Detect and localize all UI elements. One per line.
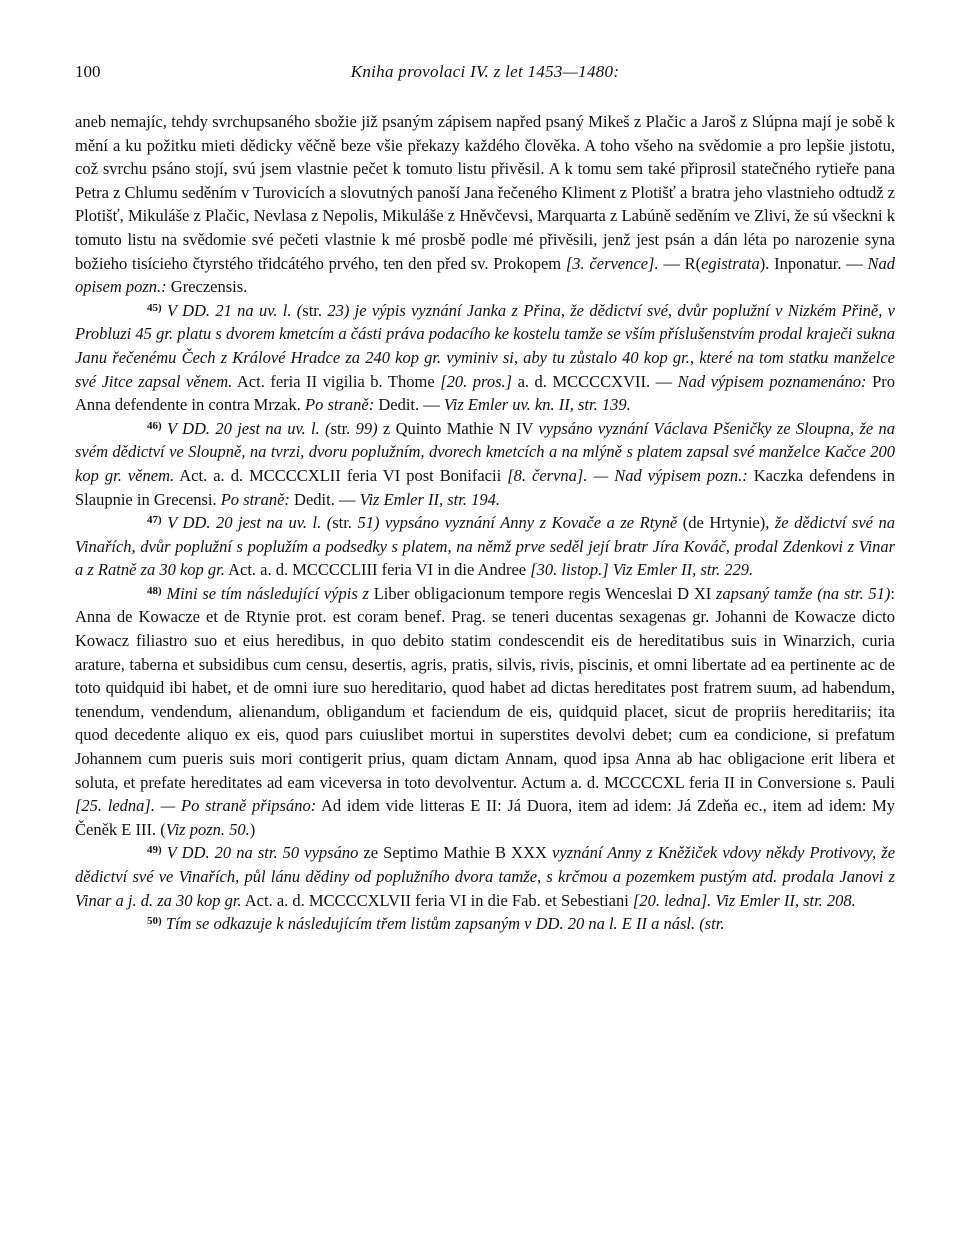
italic-text: [20. ledna]. Viz Emler II, str. 208.	[632, 890, 856, 910]
italic-text: Nad výpisem poznamenáno:	[677, 371, 867, 391]
footnote-46	[75, 417, 895, 511]
italic-text: 51) vypsáno vyznání Anny z Kovače a ze Rtyně	[351, 513, 678, 533]
text-run: ze Septimo Mathie B XXX	[358, 843, 552, 863]
running-title: Kniha provolaci IV. z let 1453—1480:	[350, 62, 620, 81]
italic-text: 99)	[350, 418, 383, 438]
footnote-marker: 48)	[147, 584, 162, 597]
text-run: Dedit. —	[289, 489, 360, 509]
italic-text: Viz pozn. 50.	[165, 819, 250, 839]
italic-text: [3. července].	[565, 253, 659, 273]
text-run: Act. feria II vigilia b. Thome	[232, 371, 441, 391]
document-body	[75, 110, 895, 936]
text-run: Ad idem vide litteras E II: Já Duora, item ad idem: Já Zdeňa ec., item ad idem: My Čeněk E III. (	[75, 796, 895, 839]
italic-text: [20. pros.]	[440, 371, 513, 391]
text-run: str.	[330, 418, 351, 438]
footnote-48	[75, 582, 895, 842]
italic-text: V DD. 21 na uv. l. (	[167, 300, 303, 320]
italic-text: Viz Emler II, str. 194.	[359, 489, 500, 509]
footnote-marker: 45)	[147, 301, 162, 314]
italic-text: egistrata	[701, 253, 760, 273]
text-run: a. d. MCCCCXVII. —	[512, 371, 678, 391]
italic-text: Po straně:	[305, 395, 375, 415]
italic-text: Po straně:	[220, 489, 290, 509]
italic-text: Mini se tím následující výpis z	[166, 583, 369, 603]
text-run: — R(	[658, 253, 702, 273]
italic-text: Tím se odkazuje k následujícím třem listům zapsaným v DD. 20 na l. E II a násl. (str.	[165, 914, 725, 934]
text-run: str.	[302, 300, 323, 320]
footnote-47	[75, 511, 895, 582]
italic-text: vyznání Anny z Kněžiček vdovy někdy Protivovy, že dědictví své ve Vinařích, půl lánu dědiny od poplužního dvora tamže, s krčmou a pozemkem pustým atd. prodala Janovi z Vinar a j. d. za 30 kop gr.	[75, 843, 896, 910]
footnote-50	[75, 912, 895, 936]
text-run: Dedit. —	[374, 395, 444, 415]
text-run: Kaczka defendens in Slaupnie in Grecensi.	[75, 465, 895, 509]
text-run: Act. a. d. MCCCCXLII feria VI post Bonifacii	[174, 465, 508, 485]
italic-text: že dědictví své na Vinařích, dvůr poplužní s poplužím a podsedky s platem, na němž prve seděl její bratr Jíra Kováč, prodal Zdenkovi z Vinar a z Ratně za 30 kop gr.	[75, 513, 895, 580]
footnote-marker: 50)	[147, 915, 162, 928]
italic-text: vypsáno vyznání Václava Pšeničky ze Sloupna, že na svém dědictví ve Sloupně, na tvrzi, dvoru poplužním, dvorech kmetcích a na mlýně s platem zapsal své manželce Kačce 200 kop gr. věnem.	[75, 418, 896, 485]
italic-text: V DD. 20 jest na uv. l. (	[167, 418, 331, 438]
text-run: )	[249, 819, 256, 839]
italic-text: V DD. 20 jest na uv. l. (	[167, 513, 333, 533]
footnote-marker: 46)	[147, 419, 162, 432]
italic-text: Viz Emler uv. kn. II, str. 139.	[443, 395, 631, 415]
text-run: Liber obligacionum tempore regis Wenceslai D XI	[368, 583, 717, 603]
italic-text: které na tom statku manželce své Jitce zapsal věnem.	[75, 347, 896, 391]
text-run: ,	[689, 347, 700, 367]
italic-text: [30. listop.] Viz Emler II, str. 229.	[530, 560, 754, 580]
text-run: aneb nemajíc, tehdy svrchupsaného sbožie již psaným zápisem napřed psaný Mikeš z Plačic a Jaroš z Slúpna mají je sobě k mění a ku požitku mieti dědicky věčně beze všie překazy každého člověka. A toho všeho na svědomie a pro lepšie jistotu, což svrchu psáno stojí, svú jsem vlastnie pečet k tomuto listu přivěsil. A k tomu sem také připrosil statečného rytieře pana Petra z Chlumu seděním v Turovicích a slovutných panoší Jana řečeného Kliment z Plotišť a bratra jeho vlastnieho odtudž z Plotišť, Mikuláše z Plačic, Nevlasa z Nepolis, Mikuláše z Hněvčevsi, Marquarta z Labúně seděním ve Zlivi, že sú všeckni k tomuto listu na svědomie své pečeti vlastnie k mé prosbě podle mé přivěsili, jenž jest psán a dán léta po narozenie syna božieho tisícieho čtyrstého třidcátého prvého, ten den před sv. Prokopem	[75, 112, 895, 273]
text-run: ). Inponatur. —	[759, 253, 868, 273]
text-run: str.	[332, 513, 352, 533]
text-run: Act. a. d. MCCCCLIII feria VI in die Andree	[224, 560, 531, 580]
italic-text: [25. ledna]. — Po straně připsáno:	[75, 796, 317, 816]
italic-text: zapsaný tamže (na str. 51)	[716, 583, 891, 603]
italic-text: V DD. 20 na str. 50 vypsáno	[166, 843, 359, 863]
italic-text: 23) je výpis vyznání Janka z Přina, že dědictví své, dvůr poplužní v Nizkém Přině, v Probluzi 45 gr. platu s dvorem kmetcím a části práva podacího ke kostelu tamže se vším příslušenstvím prodal kraječi sukna Janu řečenému Čech z Králové Hradce za 240 kop gr. vyminiv si, aby tu zůstalo 40 kop gr.	[75, 300, 896, 367]
text-run: : Anna de Kowacze et de Rtynie prot. est coram benef. Prag. se teneri ducentas sexagenas gr. Johanni de Kowacze dicto Kowacz filiastro suo et eius heredibus, in quo debito statim condescendit eis de hereditatibus suis in Winarzich, curia arature, taberna et subsidibus cum censu, desertis, agris, pratis, silvis, rivis, piscinis, et omni libertate ad ea pertinente ac de toto quidquid ibi habet, et de omni iure suo hereditario, quod habet ad dictas hereditates post fratrem suum, ad habendum, tenendum, vendendum, alienandum, obligandum et faciendum de eis, quidquid placet, sicut de propriis hereditariis; ita quod decedente aliquo ex eis, quod pars cuiuslibet mortui in superstites devolvi debet; cum ea condicione, si prefatum Johannem cum pueris suis mori contigerit prius, quam dictam Annam, quod ipsa Anna ab hac obligacione erit libera et soluta, et prefate hereditates ad eam viceversa in toto devolventur. Actum a. d. MCCCCXL feria II in Conversione s. Pauli	[75, 583, 896, 792]
text-run: Greczensis.	[166, 277, 248, 297]
page-number: 100	[75, 62, 101, 81]
footnote-marker: 49)	[147, 844, 162, 857]
main-paragraph	[75, 110, 895, 299]
page-header	[75, 62, 895, 92]
footnote-marker: 47)	[147, 514, 162, 527]
footnote-49	[75, 841, 895, 912]
text-run: Act. a. d. MCCCCXLVII feria VI in die Fab. et Sebestiani	[241, 890, 633, 910]
footnote-45	[75, 299, 895, 417]
text-run: z Quinto Mathie N IV	[382, 418, 539, 438]
text-run: Pro Anna defendente in contra Mrzak.	[75, 371, 895, 415]
italic-text: Nad opisem pozn.:	[75, 253, 895, 297]
text-run: (de Hrtynie),	[677, 513, 775, 533]
italic-text: [8. června]. — Nad výpisem pozn.:	[507, 465, 748, 485]
